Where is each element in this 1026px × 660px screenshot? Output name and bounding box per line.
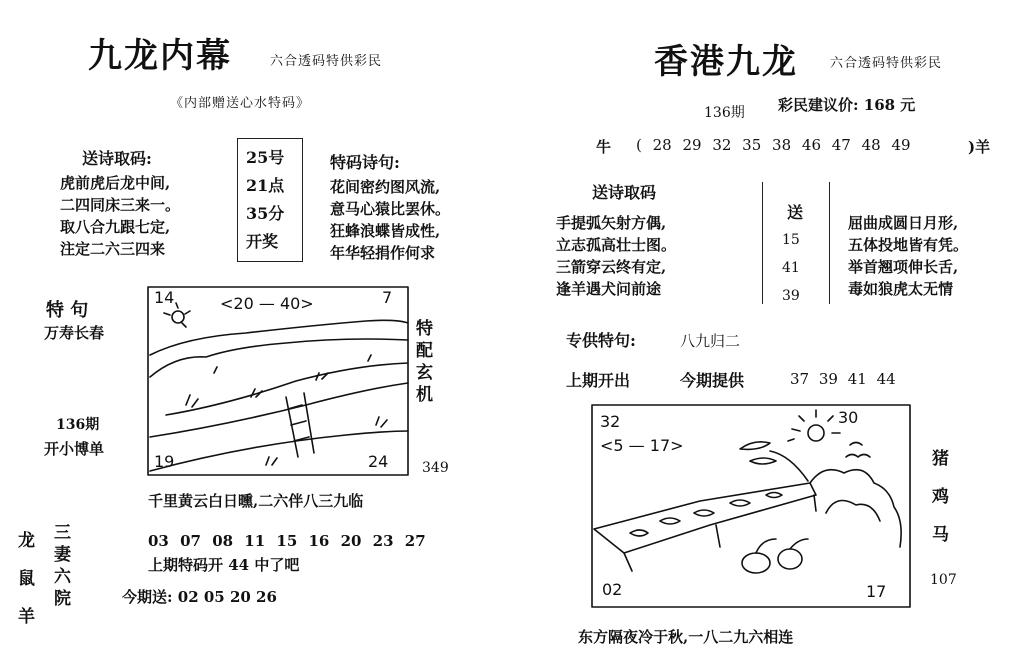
zodiac-char: 鼠 — [18, 569, 35, 589]
left-subtitle: 六合透码特供彩民 — [270, 54, 383, 69]
special-poem-line: 意马心猿比罢休。 — [330, 200, 451, 218]
right-title: 香港九龙 — [654, 42, 798, 82]
leaf-shapes — [740, 442, 776, 464]
right-sketch-bottom-left: 02 — [602, 580, 623, 599]
rock-outline — [826, 501, 880, 522]
side-zodiac — [932, 440, 949, 554]
left-sketch-range: <20 — 40> — [220, 294, 314, 313]
left-sketch-top-right: 7 — [382, 288, 393, 307]
left-poem-bottom: 千里黄云白日曛,二六伴八三九临 — [148, 492, 364, 510]
left-title: 九龙内幕 — [88, 36, 232, 76]
right-sketch — [590, 403, 914, 611]
today-label: 今期提供 — [680, 371, 745, 390]
side-char: 机 — [416, 385, 433, 405]
right-poem-left — [556, 212, 676, 300]
right-sketch-top-right: 30 — [838, 408, 859, 427]
table-legs — [624, 495, 816, 571]
left-issue-sub: 开小博单 — [44, 440, 105, 458]
left-sketch-top-left: 14 — [154, 288, 175, 307]
left-issue-label: 136期 — [56, 417, 100, 433]
left-poem-line: 取八合九跟七定, — [60, 218, 171, 236]
ladder — [286, 393, 314, 457]
right-side-number: 107 — [930, 572, 957, 588]
special-poem-line: 花间密约图风流, — [330, 178, 441, 196]
draw-info-minute: 35分 — [246, 204, 285, 223]
special-phrase-label: 特 句 — [46, 300, 89, 321]
bird-marks — [846, 443, 870, 458]
left-numbers-line: 03 07 08 11 15 16 20 23 27 — [148, 532, 426, 550]
left-poem-line: 虎前虎后龙中间, — [60, 174, 171, 192]
right-poem-line: 立志孤高壮士图。 — [556, 236, 677, 254]
right-issue: 136期 — [704, 105, 745, 121]
right-poem-line: 手提弧矢射方偶, — [556, 214, 667, 232]
right-poem-line: 举首翘项伸长舌, — [848, 258, 959, 276]
left-poem-heading: 送诗取码: — [82, 149, 152, 168]
draw-info — [246, 144, 284, 256]
left-tagline: 《内部赠送心水特码》 — [170, 96, 311, 111]
send-number: 41 — [782, 260, 800, 276]
row-end: )羊 — [968, 138, 991, 156]
right-sketch-top-left: 32 — [600, 412, 621, 431]
right-poem-heading: 送诗取码 — [592, 183, 657, 202]
last-label: 上期开出 — [566, 371, 631, 390]
right-poem-line: 五体投地皆有凭。 — [848, 236, 969, 254]
right-poem-right — [848, 212, 968, 300]
side-char: 配 — [416, 341, 433, 361]
left-sketch-frame — [148, 287, 408, 475]
sun-icon — [172, 311, 184, 323]
table-top — [594, 483, 816, 553]
left-sketch-bottom-left: 19 — [154, 452, 175, 471]
zodiac-char: 妻 — [54, 545, 71, 565]
hill-line — [150, 320, 408, 355]
draw-info-date: 25号 — [246, 148, 285, 167]
right-poem-line: 逢羊遇犬问前途 — [556, 280, 662, 298]
send-label: 送 — [787, 203, 804, 222]
right-special-phrase: 八九归二 — [680, 332, 741, 350]
sun-icon — [808, 425, 824, 441]
zodiac-char: 院 — [54, 589, 71, 609]
send-number: 15 — [782, 232, 800, 248]
today-send: 今期送: 02 05 20 26 — [122, 588, 277, 606]
zodiac-vertical — [18, 522, 35, 636]
row-numbers: ( 28 29 32 35 38 46 47 48 49 — [636, 136, 911, 154]
rock-outline — [810, 470, 901, 547]
today-numbers: 37 39 41 44 — [790, 370, 896, 388]
send-numbers — [782, 226, 800, 310]
special-poem-line: 狂蜂浪蝶皆成性, — [330, 222, 441, 240]
send-number: 39 — [782, 288, 800, 304]
last-special: 上期特码开 44 中了吧 — [148, 556, 300, 574]
left-side-number: 349 — [422, 460, 449, 476]
zodiac-char: 马 — [932, 525, 949, 545]
right-poem-line: 屈曲成圆日月形, — [848, 214, 959, 232]
branch — [770, 451, 808, 481]
zodiac-char: 猪 — [932, 449, 949, 469]
right-subtitle: 六合透码特供彩民 — [830, 56, 943, 71]
price-label: 彩民建议价: 168 元 — [778, 96, 916, 114]
special-poem — [330, 176, 450, 264]
right-poem-line: 三箭穿云终有定, — [556, 258, 667, 276]
left-sketch — [146, 285, 412, 479]
zodiac-char: 龙 — [18, 531, 35, 551]
side-char: 玄 — [416, 363, 433, 383]
special-phrase: 万寿长春 — [44, 324, 105, 342]
zodiac-vertical-2 — [54, 522, 71, 610]
right-poem-line: 毒如狼虎太无情 — [848, 280, 954, 298]
fruit-shape — [778, 549, 802, 569]
left-poem-line: 二四同床三来一。 — [60, 196, 181, 214]
special-poem-heading: 特码诗句: — [330, 153, 400, 172]
left-poem-line: 注定二六三四来 — [60, 240, 166, 258]
right-sketch-range: <5 — 17> — [600, 436, 684, 455]
side-vertical — [416, 318, 433, 406]
left-poem — [60, 172, 180, 260]
fruit-shape — [742, 553, 770, 573]
zodiac-char: 三 — [54, 523, 71, 543]
right-poem-bottom: 东方隔夜冷于秋,一八二九六相连 — [578, 628, 794, 646]
draw-info-label: 开奖 — [246, 232, 279, 251]
row-start: 牛 — [596, 138, 612, 156]
right-sketch-bottom-right: 17 — [866, 582, 887, 601]
left-sketch-bottom-right: 24 — [368, 452, 389, 471]
side-char: 特 — [416, 319, 433, 339]
right-special-label: 专供特句: — [566, 331, 636, 350]
zodiac-char: 羊 — [18, 607, 35, 627]
zodiac-char: 六 — [54, 567, 71, 587]
zodiac-char: 鸡 — [932, 487, 949, 507]
draw-info-hour: 21点 — [246, 176, 285, 195]
special-poem-line: 年华轻捐作何求 — [330, 244, 436, 262]
